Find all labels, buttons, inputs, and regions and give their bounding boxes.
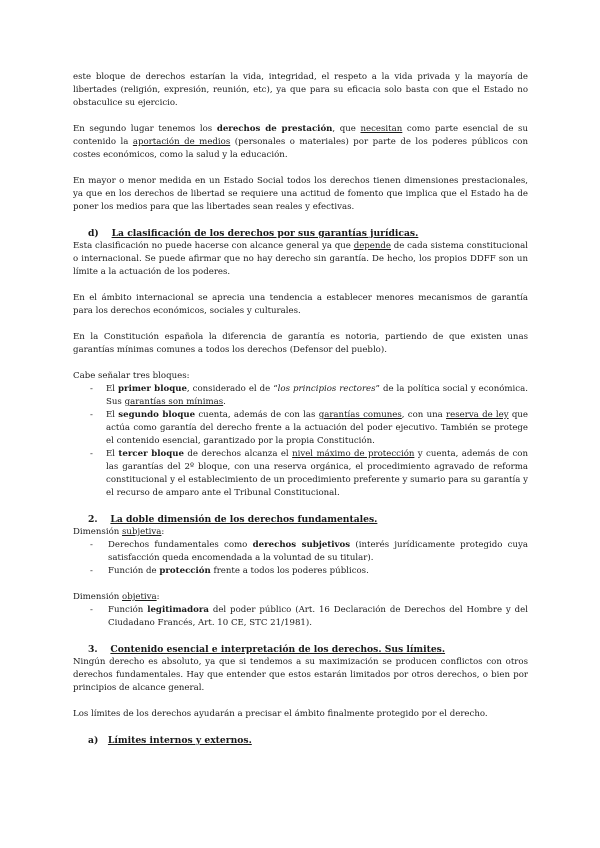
prestacion-paragraph: En segundo lugar tenemos los derechos de prestación, que necesitan como parte esencial de su contenido la aportación de medios (personales o materiales) por parte de los poderes públicos con costes económicos, como la salud y la educación. bbox=[73, 124, 529, 160]
list-item: - Función de protección frente a todos los poderes públicos. bbox=[90, 566, 369, 576]
heading-a: a) Límites internos y externos. bbox=[88, 735, 252, 746]
list-item: - El primer bloque, considerado el de “los principios rectores” de la política social y económica. Sus garantías son mínimas. bbox=[90, 384, 528, 407]
subjetiva-label: Dimensión subjetiva: bbox=[73, 527, 165, 537]
objetiva-list bbox=[73, 604, 528, 630]
bloques-intro: Cabe señalar tres bloques: bbox=[73, 371, 190, 381]
list-item: - El tercer bloque de derechos alcanza el nivel máximo de protección y cuenta, además de con las garantías del 2º bloque, con una reserva orgánica, el procedimiento agravado de reforma constitucional y el establecimiento de un procedimiento preferente y sumario para su garantía y el recurso de amparo ante el Tribunal Constitucional. bbox=[90, 449, 528, 498]
clasificacion-paragraph: Esta clasificación no puede hacerse con alcance general ya que depende de cada sistema constitucional o internacional. Se puede afirmar que no hay derecho sin garantía. De hecho, los propios DDFF son un límite a la actuación de los poderes. bbox=[73, 241, 528, 277]
constitucion-paragraph: En la Constitución española la diferencia de garantía es notoria, partiendo de que existen unas garantías mínimas comunes a todos los derechos (Defensor del pueblo). bbox=[73, 332, 528, 355]
list-item: - Función legitimadora del poder público (Art. 16 Declaración de Derechos del Hombre y del Ciudadano Francés, Art. 10 CE, STC 21/1981). bbox=[90, 605, 528, 628]
estado-social-paragraph: En mayor o menor medida en un Estado Social todos los derechos tienen dimensiones prestacionales, ya que en los derechos de libertad se requiere una actitud de fomento que implica que el Estado ha de poner los medios para que las libertades sean reales y efectivas. bbox=[73, 176, 528, 212]
subjetiva-list bbox=[73, 539, 528, 578]
limites-ayudaran-paragraph: Los límites de los derechos ayudarán a precisar el ámbito finalmente protegido por el derecho. bbox=[73, 709, 488, 719]
list-item: - Derechos fundamentales como derechos subjetivos (interés jurídicamente protegido cuya satisfacción queda encomendada a la voluntad de su titular). bbox=[90, 540, 528, 563]
document-body bbox=[73, 71, 528, 747]
list-item: - El segundo bloque cuenta, además de con las garantías comunes, con una reserva de ley que actúa como garantía del derecho frente a la actuación del poder ejecutivo. También se protege el contenido esencial, garantizado por la propia Constitución. bbox=[90, 410, 528, 446]
limites-intro-paragraph: Ningún derecho es absoluto, ya que si tendemos a su maximización se producen conflictos con otros derechos fundamentales. Hay que entender que estos estarán limitados por otros derechos, o bien por principios de alcance general. bbox=[73, 657, 528, 693]
bloques-list bbox=[73, 383, 528, 500]
heading-d: d) La clasificación de los derechos por sus garantías jurídicas. bbox=[88, 228, 419, 239]
heading-3: 3. Contenido esencial e interpretación de los derechos. Sus límites. bbox=[88, 644, 446, 655]
heading-2: 2. La doble dimensión de los derechos fundamentales. bbox=[88, 514, 378, 525]
intro-paragraph: este bloque de derechos estarían la vida, integridad, el respeto a la vida privada y la mayoría de libertades (religión, expresión, reunión, etc), ya que para su eficacia solo basta con que el Estado no obstaculice su ejercicio. bbox=[73, 72, 528, 108]
internacional-paragraph: En el ámbito internacional se aprecia una tendencia a establecer menores mecanismos de garantía para los derechos económicos, sociales y culturales. bbox=[73, 293, 528, 316]
objetiva-label: Dimensión objetiva: bbox=[73, 592, 160, 602]
